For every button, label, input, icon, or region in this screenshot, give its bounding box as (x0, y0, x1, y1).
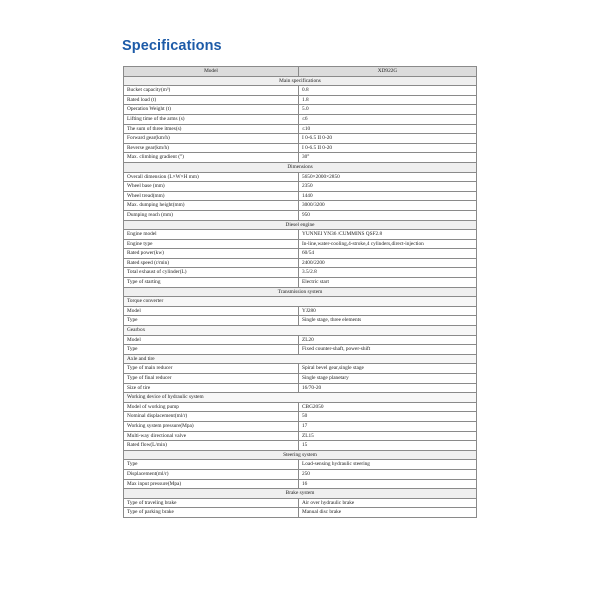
spec-label: Type of final reducer (124, 374, 299, 384)
spec-value: Spiral bevel gear,single stage (299, 364, 477, 374)
spec-label: Type (124, 460, 299, 470)
spec-value: 250 (299, 469, 477, 479)
section-title: Transmission system (124, 287, 477, 297)
subsection-title: Torque converter (124, 297, 299, 307)
table-row (124, 172, 477, 182)
spec-label: Working system pressure(Mpa) (124, 421, 299, 431)
section-header-row (124, 76, 477, 86)
spec-label: Model of working pump (124, 402, 299, 412)
subsection-row (124, 297, 477, 307)
spec-value: 30° (299, 153, 477, 163)
section-header-row (124, 450, 477, 460)
subsection-row (124, 326, 477, 336)
spec-value: 16 (299, 479, 477, 489)
table-row (124, 364, 477, 374)
spec-value: Fixed counter-shaft, power-shift (299, 345, 477, 355)
spec-label: Type of main reducer (124, 364, 299, 374)
table-row (124, 402, 477, 412)
section-header-row (124, 287, 477, 297)
table-header-row (124, 67, 477, 77)
table-row (124, 335, 477, 345)
spec-value: YUNNEI YN36 /CUMMINS QSF2.8 (299, 230, 477, 240)
section-title: Main specifications (124, 76, 477, 86)
spec-value: ZL15 (299, 431, 477, 441)
spec-label: Max input pressure(Mpa) (124, 479, 299, 489)
spec-label: Model (124, 335, 299, 345)
spec-label: Engine model (124, 230, 299, 240)
table-row (124, 278, 477, 288)
table-row (124, 239, 477, 249)
spec-value: Electric start (299, 278, 477, 288)
spec-value: 5.0 (299, 105, 477, 115)
subsection-empty-cell (299, 326, 477, 336)
spec-label: The sum of three itmes(s) (124, 124, 299, 134)
spec-value: 1440 (299, 191, 477, 201)
subsection-title: Working device of hydraulic system (124, 393, 299, 403)
table-row (124, 469, 477, 479)
table-row (124, 345, 477, 355)
spec-label: Max. climbing gradient (°) (124, 153, 299, 163)
spec-label: Model (124, 306, 299, 316)
table-row (124, 258, 477, 268)
table-row (124, 383, 477, 393)
spec-label: Rated speed (r/min) (124, 258, 299, 268)
section-title: Diesel engine (124, 220, 477, 230)
spec-label: Reverse gear(km/h) (124, 143, 299, 153)
spec-label: Rated flow(L/min) (124, 441, 299, 451)
spec-label: Type (124, 316, 299, 326)
spec-value: 3.5/2.8 (299, 268, 477, 278)
table-row (124, 134, 477, 144)
table-row (124, 249, 477, 259)
section-title: Brake system (124, 489, 477, 499)
spec-value: YJ280 (299, 306, 477, 316)
subsection-empty-cell (299, 354, 477, 364)
table-row (124, 86, 477, 96)
table-row (124, 153, 477, 163)
spec-label: Engine type (124, 239, 299, 249)
spec-label: Multi-way directional valve (124, 431, 299, 441)
spec-value: 0.8 (299, 86, 477, 96)
spec-label: Lifting time of the arms (s) (124, 114, 299, 124)
table-row (124, 191, 477, 201)
spec-label: Displacement(ml/r) (124, 469, 299, 479)
spec-value: 15 (299, 441, 477, 451)
subsection-title: Gearbox (124, 326, 299, 336)
spec-value: I 0-6.5 II 0-20 (299, 143, 477, 153)
table-row (124, 230, 477, 240)
table-row (124, 460, 477, 470)
spec-label: Max. dumping height(mm) (124, 201, 299, 211)
spec-value: Manual disc brake (299, 508, 477, 518)
table-row (124, 268, 477, 278)
spec-label: Type (124, 345, 299, 355)
spec-label: Wheel tread(mm) (124, 191, 299, 201)
subsection-row (124, 393, 477, 403)
spec-value: ZL20 (299, 335, 477, 345)
table-row (124, 316, 477, 326)
spec-value: 2350 (299, 182, 477, 192)
spec-value: 50 (299, 412, 477, 422)
spec-value: CBG2050 (299, 402, 477, 412)
spec-label: Operation Weight (t) (124, 105, 299, 115)
spec-value: 16/70-20 (299, 383, 477, 393)
spec-label: Rated load (t) (124, 95, 299, 105)
section-header-row (124, 489, 477, 499)
spec-value: In-line,water-cooling,4-stroke,4 cylinders,direct-injection (299, 239, 477, 249)
spec-label: Overall dimension (L×W×H mm) (124, 172, 299, 182)
spec-value: 60/54 (299, 249, 477, 259)
spec-value: 5650×2000×2850 (299, 172, 477, 182)
spec-value: 3000/3200 (299, 201, 477, 211)
spec-label: Forward gear(km/h) (124, 134, 299, 144)
spec-value: 1.8 (299, 95, 477, 105)
spec-label: Size of tire (124, 383, 299, 393)
spec-value: Air over hydraulic brake (299, 498, 477, 508)
section-title: Steering system (124, 450, 477, 460)
subsection-title: Axle and tire (124, 354, 299, 364)
table-row (124, 95, 477, 105)
spec-value: 2400/2200 (299, 258, 477, 268)
spec-label: Dumping reach (mm) (124, 210, 299, 220)
subsection-row (124, 354, 477, 364)
specifications-table-body (124, 67, 477, 518)
spec-value: 950 (299, 210, 477, 220)
table-row (124, 431, 477, 441)
spec-label: Type of traveling brake (124, 498, 299, 508)
spec-label: Nominal displacement(ml/r) (124, 412, 299, 422)
table-row (124, 124, 477, 134)
table-row (124, 210, 477, 220)
section-title: Dimensions (124, 162, 477, 172)
header-model-label: Model (124, 67, 299, 77)
table-row (124, 479, 477, 489)
table-row (124, 114, 477, 124)
table-row (124, 105, 477, 115)
table-row (124, 412, 477, 422)
spec-label: Wheel base (mm) (124, 182, 299, 192)
spec-value: I 0-6.5 II 0-20 (299, 134, 477, 144)
page-title: Specifications (122, 38, 222, 54)
table-row (124, 421, 477, 431)
spec-value: 17 (299, 421, 477, 431)
header-model-value: XD922G (299, 67, 477, 77)
section-header-row (124, 162, 477, 172)
spec-value: ≤6 (299, 114, 477, 124)
subsection-empty-cell (299, 297, 477, 307)
table-row (124, 143, 477, 153)
spec-value: Single stage planetary (299, 374, 477, 384)
spec-label: Type of starting (124, 278, 299, 288)
specifications-table (123, 66, 477, 518)
table-row (124, 498, 477, 508)
table-row (124, 182, 477, 192)
section-header-row (124, 220, 477, 230)
subsection-empty-cell (299, 393, 477, 403)
table-row (124, 374, 477, 384)
spec-label: Rated power(kw) (124, 249, 299, 259)
spec-value: Load-sensing hydraulic steering (299, 460, 477, 470)
spec-value: ≤10 (299, 124, 477, 134)
spec-value: Single stage, three elements (299, 316, 477, 326)
table-row (124, 201, 477, 211)
table-row (124, 306, 477, 316)
table-row (124, 508, 477, 518)
spec-label: Bucket capacity(m³) (124, 86, 299, 96)
spec-label: Total exhaust of cylinder(L) (124, 268, 299, 278)
table-row (124, 441, 477, 451)
spec-label: Type of parking brake (124, 508, 299, 518)
